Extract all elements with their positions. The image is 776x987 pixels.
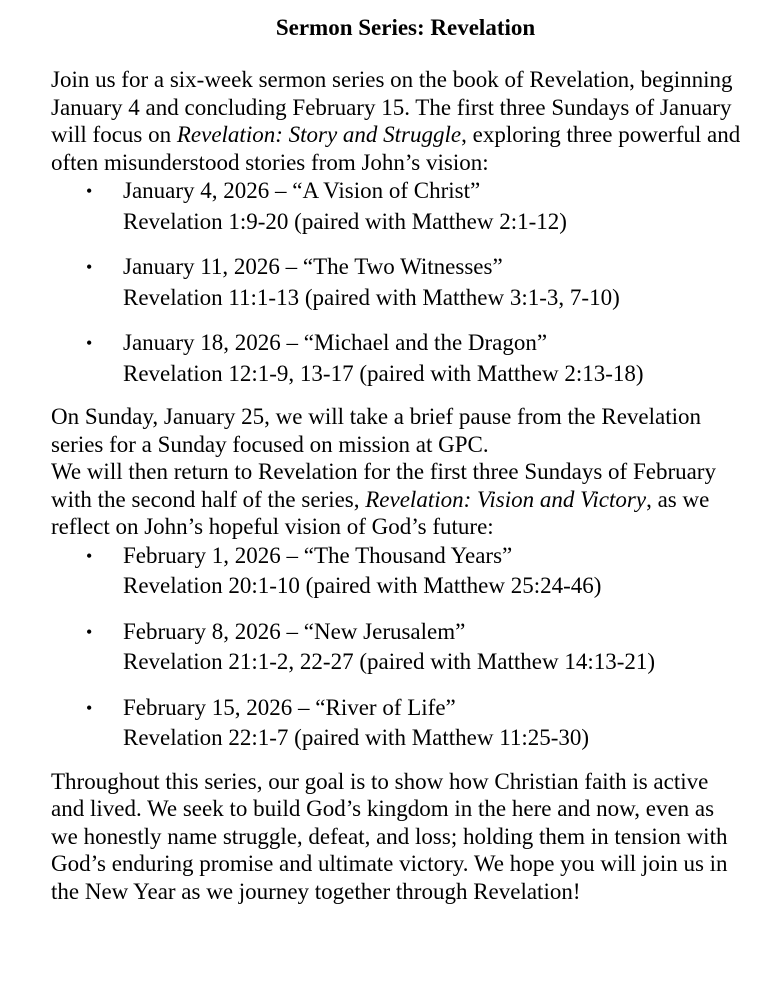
sermon-scripture: Revelation 22:1-7 (paired with Matthew 11:25-30) xyxy=(123,725,590,750)
sermon-scripture: Revelation 1:9-20 (paired with Matthew 2:1-12) xyxy=(123,208,567,234)
sermon-heading: January 11, 2026 – “The Two Witnesses” xyxy=(123,254,503,279)
sermon-heading: February 8, 2026 – “New Jerusalem” xyxy=(123,618,466,644)
list-item xyxy=(51,541,746,602)
bullet-icon: • xyxy=(86,545,93,566)
bullet-icon: • xyxy=(86,181,93,201)
list-item xyxy=(51,252,746,313)
return-text-after: , as we reflect on John’s hopeful vision of God’s future: xyxy=(51,486,710,539)
february-sermon-list xyxy=(51,541,746,754)
sermon-heading: February 15, 2026 – “River of Life” xyxy=(123,694,456,720)
january-sermon-list xyxy=(51,176,746,389)
return-text-before: We will then return to Revelation for the first three Sundays of February with the second half of the series, xyxy=(51,459,716,512)
list-item xyxy=(51,617,746,678)
return-paragraph xyxy=(51,458,746,541)
intro-text-before: Join us for a six-week sermon series on the book of Revelation, beginning January 4 and concluding February 15. The first three Sundays of January will focus on xyxy=(51,67,733,147)
bullet-icon: • xyxy=(86,333,93,353)
sermon-scripture: Revelation 11:1-13 (paired with Matthew 3:1-3, 7-10) xyxy=(123,284,620,310)
sermon-scripture: Revelation 21:1-2, 22-27 (paired with Matthew 14:13-21) xyxy=(123,649,656,674)
list-item xyxy=(51,176,746,237)
bullet-icon: • xyxy=(86,257,93,277)
intro-series-title: Revelation: Story and Struggle xyxy=(176,122,462,147)
sermon-scripture: Revelation 12:1-9, 13-17 (paired with Matthew 2:13-18) xyxy=(123,360,644,386)
sermon-scripture: Revelation 20:1-10 (paired with Matthew 25:24-46) xyxy=(123,573,602,598)
intro-paragraph xyxy=(51,66,746,176)
bullet-icon: • xyxy=(86,697,93,718)
sermon-heading: February 1, 2026 – “The Thousand Years” xyxy=(123,542,513,568)
intro-text-after: , exploring three powerful and often misunderstood stories from John’s vision: xyxy=(51,122,741,175)
sermon-heading: January 4, 2026 – “A Vision of Christ” xyxy=(123,178,481,203)
list-item xyxy=(51,693,746,754)
return-series-title: Revelation: Vision and Victory xyxy=(365,486,647,512)
bullet-icon: • xyxy=(86,621,93,642)
list-item xyxy=(51,328,746,389)
closing-paragraph: Throughout this series, our goal is to show how Christian faith is active and lived. We seek to build God’s kingdom in the here and now, even as we honestly name struggle, defeat, and loss; holding them in tension with God’s enduring promise and ultimate victory. We hope you will join us in the New Year as we journey together through Revelation! xyxy=(51,768,728,904)
sermon-heading: January 18, 2026 – “Michael and the Dragon” xyxy=(123,330,548,355)
document-title: Sermon Series: Revelation xyxy=(275,15,536,40)
pause-paragraph: On Sunday, January 25, we will take a brief pause from the Revelation series for a Sunday focused on mission at GPC. xyxy=(51,404,701,457)
